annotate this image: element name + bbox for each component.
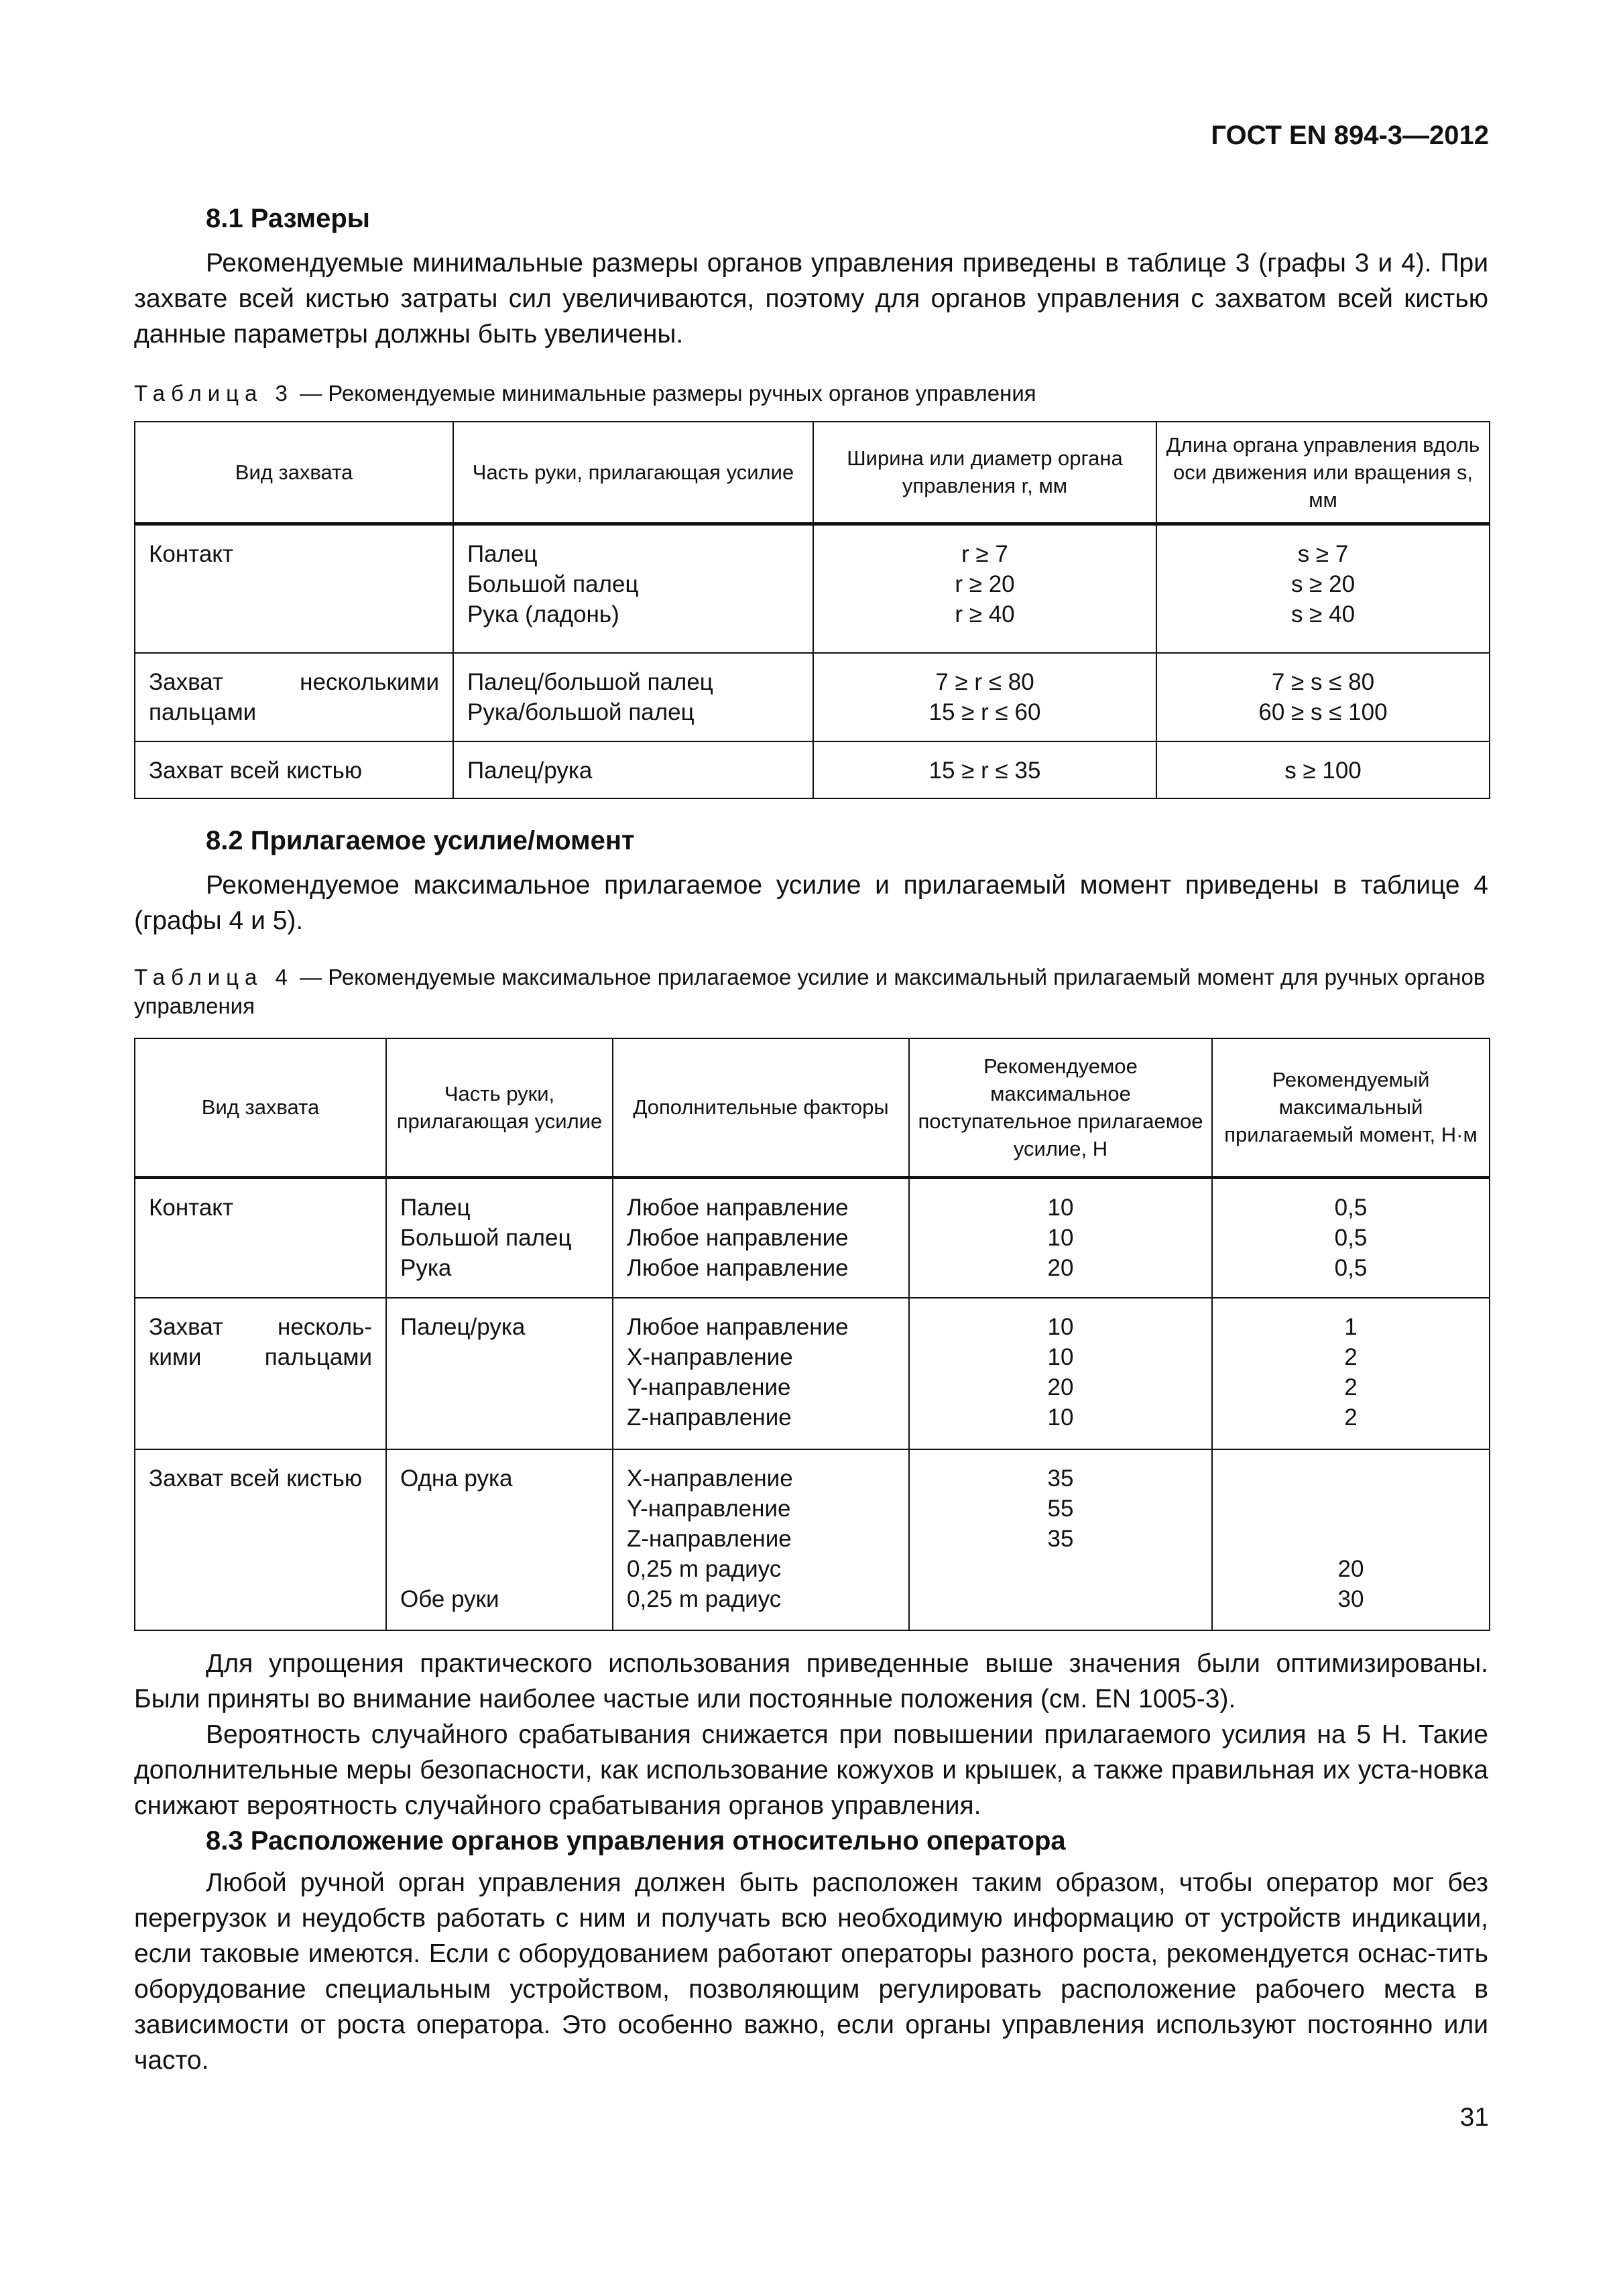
table-3-header-cell: Длина органа управления вдоль оси движения или вращения s, мм — [1156, 422, 1490, 524]
section-8-2 — [134, 823, 1488, 939]
table-3 — [134, 421, 1490, 799]
table-row — [135, 1298, 1490, 1449]
table-cell-grip: Захват всей кистью — [135, 1449, 386, 1630]
section-8-2-heading: 8.2 Прилагаемое усилие/момент — [206, 826, 635, 855]
table-3-header-cell: Ширина или диаметр органа управления r, мм — [813, 422, 1156, 524]
table-cell-part: Палец Большой палец Рука (ладонь) — [453, 524, 813, 653]
table-cell-part: Палец/рука — [453, 741, 813, 798]
table-cell-moment: 0,5 0,5 0,5 — [1212, 1177, 1490, 1298]
table-cell-moment: 20 30 — [1212, 1449, 1490, 1630]
table-4-caption-label: Таблица 4 — [134, 965, 294, 989]
table-3-container — [134, 421, 1488, 799]
section-8-2-paragraph: Рекомендуемое максимальное прилагаемое усилие и прилагаемый момент приведены в таблице 4 (графы 4 и 5). — [134, 871, 1488, 935]
table-cell-width: r ≥ 7 r ≥ 20 r ≥ 40 — [813, 524, 1156, 653]
table-4-header-cell: Дополнительные факторы — [613, 1038, 909, 1177]
table-4-caption — [134, 963, 1488, 1020]
table-cell-length: s ≥ 100 — [1156, 741, 1490, 798]
table-row — [135, 741, 1490, 798]
table-cell-part: Палец Большой палец Рука — [386, 1177, 613, 1298]
section-8-1-paragraph: Рекомендуемые минимальные размеры органов управления приведены в таблице 3 (графы 3 и 4). При захвате всей кистью затраты сил увеличиваются, поэтому для органов управления с захватом всей кистью данные параметры должны быть увеличены. — [134, 249, 1488, 349]
table-cell-factors: Любое направление X-направление Y-направление Z-направление — [613, 1298, 909, 1449]
table-cell-part: Одна рука Обе руки — [386, 1449, 613, 1630]
table-cell-force: 10 10 20 — [909, 1177, 1212, 1298]
section-8-3-heading: 8.3 Расположение органов управления относительно оператора — [206, 1826, 1066, 1856]
table-4-header-cell: Вид захвата — [135, 1038, 386, 1177]
table-3-header-cell: Часть руки, прилагающая усилие — [453, 422, 813, 524]
table-cell-grip: Захват несколькими пальцами — [135, 653, 453, 741]
table-3-header-row — [135, 422, 1490, 524]
table-cell-length: s ≥ 7 s ≥ 20 s ≥ 40 — [1156, 524, 1490, 653]
table-cell-grip: Контакт — [135, 1177, 386, 1298]
table-4-header-cell: Часть руки, прилагающая усилие — [386, 1038, 613, 1177]
table-3-caption — [134, 379, 1488, 408]
section-8-1 — [134, 201, 1488, 352]
table-cell-grip: Захват несколь-кими пальцами — [135, 1298, 386, 1449]
table-cell-force: 10 10 20 10 — [909, 1298, 1212, 1449]
table-4-header-cell: Рекомендуемое максимальное поступательное прилагаемое усилие, Н — [909, 1038, 1212, 1177]
page-number: 31 — [1459, 2103, 1489, 2132]
table-4 — [134, 1038, 1490, 1631]
table-cell-force: 35 55 35 — [909, 1449, 1212, 1630]
table-3-caption-text: — Рекомендуемые минимальные размеры ручных органов управления — [293, 381, 1036, 406]
table-3-header-cell: Вид захвата — [135, 422, 453, 524]
table-cell-factors: Любое направление Любое направление Любое направление — [613, 1177, 909, 1298]
table-row — [135, 1177, 1490, 1298]
table-4-header-cell: Рекомендуемый максимальный прилагаемый момент, Н·м — [1212, 1038, 1490, 1177]
table-row — [135, 1449, 1490, 1630]
table-row — [135, 653, 1490, 741]
table-4-header-row — [135, 1038, 1490, 1177]
table-cell-part: Палец/большой палец Рука/большой палец — [453, 653, 813, 741]
table-cell-factors: X-направление Y-направление Z-направление 0,25 m радиус 0,25 m радиус — [613, 1449, 909, 1630]
document-number: ГОСТ EN 894-3—2012 — [1211, 121, 1489, 150]
section-8-3 — [134, 1823, 1488, 2078]
notes-section — [134, 1646, 1488, 1823]
table-cell-width: 7 ≥ r ≤ 80 15 ≥ r ≤ 60 — [813, 653, 1156, 741]
table-4-caption-text: — Рекомендуемые максимальное прилагаемое усилие и максимальный прилагаемый момент для ручных органов управления — [134, 965, 1486, 1018]
table-row — [135, 524, 1490, 653]
table-cell-grip: Контакт — [135, 524, 453, 653]
table-cell-part: Палец/рука — [386, 1298, 613, 1449]
notes-paragraph-1: Для упрощения практического использования приведенные выше значения были оптимизированы. Были приняты во внимание наиболее частые или постоянные положения (см. EN 1005-3). — [134, 1649, 1488, 1713]
section-8-3-paragraph: Любой ручной орган управления должен быть расположен таким образом, чтобы оператор мог без перегрузок и неудобств работать с ним и получать всю необходимую информацию от устройств индикации, если таковые имеются. Если с оборудованием работают операторы разного роста, рекомендуется оснас-тить оборудование специальным устройством, позволяющим регулировать расположение рабочего места в зависимости от роста оператора. Это особенно важно, если органы управления используют постоянно или часто. — [134, 1868, 1488, 2075]
table-cell-moment: 1 2 2 2 — [1212, 1298, 1490, 1449]
notes-paragraph-2: Вероятность случайного срабатывания снижается при повышении прилагаемого усилия на 5 Н. Такие дополнительные меры безопасности, как использование кожухов и крышек, а также правильная их уста-новка снижают вероятность случайного срабатывания органов управления. — [134, 1720, 1488, 1820]
table-cell-grip: Захват всей кистью — [135, 741, 453, 798]
table-cell-width: 15 ≥ r ≤ 35 — [813, 741, 1156, 798]
section-8-1-heading: 8.1 Размеры — [206, 204, 370, 233]
table-cell-length: 7 ≥ s ≤ 80 60 ≥ s ≤ 100 — [1156, 653, 1490, 741]
table-4-container — [134, 1038, 1488, 1631]
table-3-caption-label: Таблица 3 — [134, 381, 294, 406]
